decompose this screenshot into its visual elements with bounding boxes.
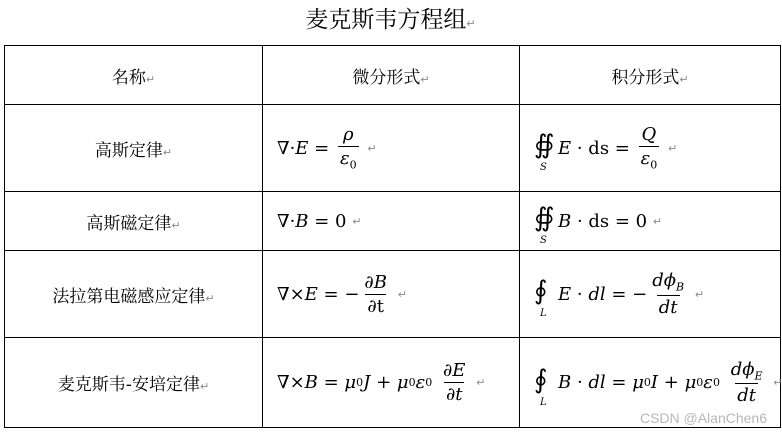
differential-formula: ∇· E = $\frac{\rho}{\varepsilon_0}$ ↵	[263, 105, 520, 192]
table-row	[5, 105, 781, 192]
table-row	[5, 192, 781, 251]
line-integral-icon: ∮ L	[534, 276, 548, 319]
integral-formula: ∯ S B · ds = 0 ↵	[520, 192, 781, 251]
law-name: 法拉第电磁感应定律↵	[5, 251, 263, 338]
differential-formula: ∇× E = − $\frac{\partial B}{\partial t}$ ↵	[263, 251, 520, 338]
differential-formula: ∇× B = μ 0 J + μ 0 ε 0 $\frac{\partial E}{\partial t}$ ↵	[263, 338, 520, 428]
law-name: 高斯磁定律↵	[5, 192, 263, 251]
watermark: CSDN @AlanChen6	[639, 410, 767, 426]
integral-formula: ∯ S E · ds = $\frac{Q}{\varepsilon_0}$ ↵	[520, 105, 781, 192]
document-title: 麦克斯韦方程组↵	[305, 7, 476, 33]
surface-integral-icon: ∯ S	[534, 130, 555, 173]
line-integral-icon: ∮ L	[534, 364, 548, 408]
table-row	[5, 251, 781, 338]
integral-formula: ∮ L E · dl = − $\frac{d\phi_B}{dt}$ ↵	[520, 251, 781, 338]
header-name: 名称↵	[5, 46, 263, 105]
integral-formula: ∮ L B · dl = μ 0 I + μ 0 ε 0 $\frac{d\phi_E}{dt}$ ↵	[520, 338, 781, 428]
equations-table	[4, 45, 781, 428]
differential-formula: ∇· B = 0 ↵	[263, 192, 520, 251]
header-differential: 微分形式↵	[263, 46, 520, 105]
law-name: 麦克斯韦-安培定律↵	[5, 338, 263, 428]
surface-integral-icon: ∯ S	[534, 203, 555, 246]
table-header-row	[5, 46, 781, 105]
header-integral: 积分形式↵	[520, 46, 781, 105]
law-name: 高斯定律↵	[5, 105, 263, 192]
